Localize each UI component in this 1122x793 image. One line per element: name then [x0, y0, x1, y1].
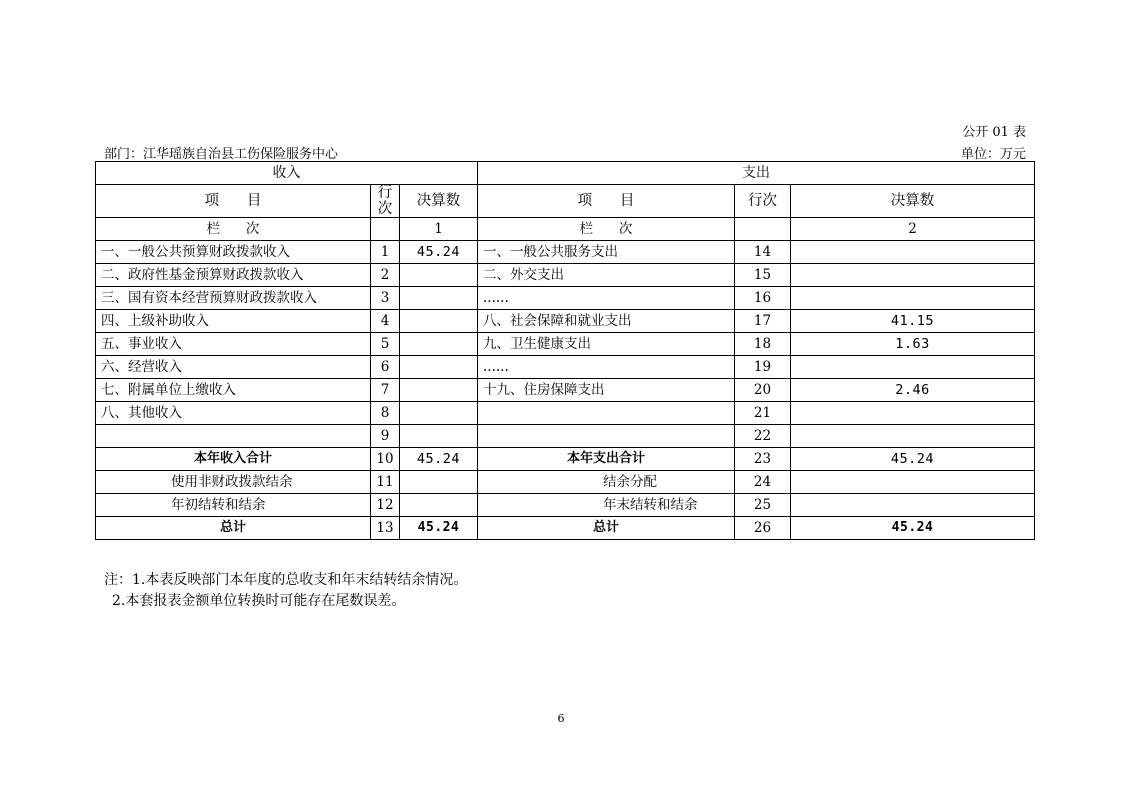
income-item: 六、经营收入 [96, 356, 371, 379]
income-extra-no: 12 [371, 494, 400, 517]
income-amount [400, 425, 478, 448]
expense-amount: 41.15 [791, 310, 1035, 333]
income-amount [400, 310, 478, 333]
table-row [96, 287, 1035, 310]
expense-row-no: 18 [735, 333, 791, 356]
income-row-no: 9 [371, 425, 400, 448]
expense-extra-item: 结余分配 [478, 471, 735, 494]
expense-amount [791, 425, 1035, 448]
income-extra-no: 11 [371, 471, 400, 494]
income-item: 三、国有资本经营预算财政拨款收入 [96, 287, 371, 310]
income-extra-amount [400, 494, 478, 517]
income-total-amount: 45.24 [400, 517, 478, 540]
income-row-no: 5 [371, 333, 400, 356]
notes [104, 570, 467, 612]
expense-item [478, 425, 735, 448]
expense-total-no: 26 [735, 517, 791, 540]
income-item: 七、附属单位上缴收入 [96, 379, 371, 402]
income-section-title: 收入 [96, 162, 478, 185]
expense-row-no: 14 [735, 241, 791, 264]
expense-extra-no: 24 [735, 471, 791, 494]
form-code: 公开 01 表 [962, 125, 1026, 140]
table-body [96, 241, 1035, 448]
income-extra-amount [400, 471, 478, 494]
expense-amount [791, 264, 1035, 287]
income-row-no: 3 [371, 287, 400, 310]
income-row-no: 8 [371, 402, 400, 425]
expense-extra-amount [791, 471, 1035, 494]
expense-subtotal-amount: 45.24 [791, 448, 1035, 471]
column-header-row [96, 185, 1035, 218]
expense-item: 二、外交支出 [478, 264, 735, 287]
extra-row [96, 471, 1035, 494]
income-item: 八、其他收入 [96, 402, 371, 425]
table-row [96, 333, 1035, 356]
department-label: 部门：江华瑶族自治县工伤保险服务中心 [104, 147, 339, 162]
income-item: 四、上级补助收入 [96, 310, 371, 333]
income-amount [400, 333, 478, 356]
income-item: 一、一般公共预算财政拨款收入 [96, 241, 371, 264]
income-amount: 45.24 [400, 241, 478, 264]
column-sequence-row [96, 218, 1035, 241]
subtotal-row [96, 448, 1035, 471]
income-extra-item: 使用非财政拨款结余 [96, 471, 371, 494]
income-row-no: 2 [371, 264, 400, 287]
expense-total-label: 总计 [478, 517, 735, 540]
income-item: 二、政府性基金预算财政拨款收入 [96, 264, 371, 287]
expense-row-no: 19 [735, 356, 791, 379]
income-expense-table [95, 161, 1035, 540]
income-amount [400, 264, 478, 287]
income-seq-blank [371, 218, 400, 241]
income-row-no: 7 [371, 379, 400, 402]
income-row-no: 4 [371, 310, 400, 333]
expense-subtotal-no: 23 [735, 448, 791, 471]
expense-item: 九、卫生健康支出 [478, 333, 735, 356]
expense-row-no: 17 [735, 310, 791, 333]
expense-item [478, 402, 735, 425]
expense-row-no: 16 [735, 287, 791, 310]
expense-item: ...... [478, 356, 735, 379]
expense-amount [791, 287, 1035, 310]
table-row [96, 264, 1035, 287]
income-row-no-header: 行次 [371, 185, 400, 218]
expense-subtotal-label: 本年支出合计 [478, 448, 735, 471]
expense-row-no: 22 [735, 425, 791, 448]
expense-item: 十九、住房保障支出 [478, 379, 735, 402]
expense-amount: 2.46 [791, 379, 1035, 402]
income-extra-item: 年初结转和结余 [96, 494, 371, 517]
income-item-header: 项 目 [96, 185, 371, 218]
expense-item-header: 项 目 [478, 185, 735, 218]
expense-section-title: 支出 [478, 162, 1035, 185]
table-row [96, 402, 1035, 425]
expense-extra-item: 年末结转和结余 [478, 494, 735, 517]
income-total-no: 13 [371, 517, 400, 540]
income-total-label: 总计 [96, 517, 371, 540]
extra-row [96, 494, 1035, 517]
income-row-no: 1 [371, 241, 400, 264]
expense-extra-no: 25 [735, 494, 791, 517]
table-row [96, 425, 1035, 448]
income-row-no: 6 [371, 356, 400, 379]
expense-amount [791, 241, 1035, 264]
expense-extra-amount [791, 494, 1035, 517]
expense-amount [791, 402, 1035, 425]
expense-amount: 1.63 [791, 333, 1035, 356]
expense-row-no: 20 [735, 379, 791, 402]
income-amount-header: 决算数 [400, 185, 478, 218]
table-row [96, 310, 1035, 333]
expense-item: ...... [478, 287, 735, 310]
income-item: 五、事业收入 [96, 333, 371, 356]
income-amount [400, 356, 478, 379]
page-number: 6 [557, 712, 565, 725]
expense-total-amount: 45.24 [791, 517, 1035, 540]
income-subtotal-no: 10 [371, 448, 400, 471]
income-amount [400, 287, 478, 310]
expense-row-no: 21 [735, 402, 791, 425]
expense-item: 一、一般公共服务支出 [478, 241, 735, 264]
income-subtotal-amount: 45.24 [400, 448, 478, 471]
total-row [96, 517, 1035, 540]
table-row [96, 356, 1035, 379]
income-amount [400, 379, 478, 402]
income-amount [400, 402, 478, 425]
expense-seq-number: 2 [791, 218, 1035, 241]
expense-row-no-header: 行次 [735, 185, 791, 218]
table-row [96, 241, 1035, 264]
expense-seq-blank [735, 218, 791, 241]
expense-seq-label: 栏 次 [478, 218, 735, 241]
expense-item: 八、社会保障和就业支出 [478, 310, 735, 333]
unit-label: 单位：万元 [960, 147, 1026, 162]
expense-amount [791, 356, 1035, 379]
income-seq-number: 1 [400, 218, 478, 241]
table-row [96, 379, 1035, 402]
income-seq-label: 栏 次 [96, 218, 371, 241]
income-subtotal-label: 本年收入合计 [96, 448, 371, 471]
section-header-row [96, 162, 1035, 185]
expense-amount-header: 决算数 [791, 185, 1035, 218]
income-item [96, 425, 371, 448]
expense-row-no: 15 [735, 264, 791, 287]
note-line-1: 注：1.本表反映部门本年度的总收支和年末结转结余情况。 [104, 572, 468, 588]
note-line-2: 2.本套报表金额单位转换时可能存在尾数误差。 [112, 593, 406, 609]
